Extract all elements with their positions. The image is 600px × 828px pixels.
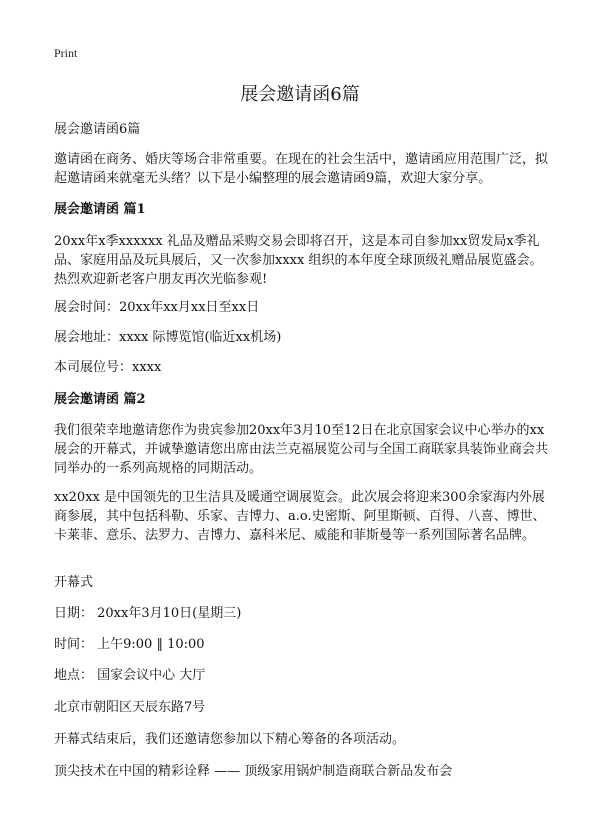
section2-body1: 我们很荣幸地邀请您作为贵宾参加20xx年3月10至12日在北京国家会议中心举办的xx展会的开幕式，并诚挚邀请您出席由法兰克福展览公司与全国工商联家具装饰业商会共同举办的一系列高规格的同期活动。 xyxy=(54,423,549,476)
section1-heading: 展会邀请函 篇1 xyxy=(54,202,146,217)
section2-heading: 展会邀请函 篇2 xyxy=(54,392,146,407)
opening-place: 地点： 国家会议中心 大厅 xyxy=(54,668,206,683)
section1-address: 展会地址：xxxx 际博览馆(临近xx机场) xyxy=(54,330,282,345)
section2-body2: xx20xx 是中国领先的卫生洁具及暖通空调展览会。此次展会将迎来300余家海内外展商参展，其中包括科勒、乐家、吉博力、a.o.史密斯、阿里斯顿、百得、八喜、博世、卡莱菲、意乐、法罗力、吉博力、嘉科米尼、威能和菲斯曼等一系列国际著名品牌。 xyxy=(54,490,546,543)
after-ceremony-note: 开幕式结束后，我们还邀请您参加以下精心筹备的各项活动。 xyxy=(54,732,406,747)
section1-booth: 本司展位号：xxxx xyxy=(54,360,162,375)
opening-time: 时间： 上午9:00 ‖ 10:00 xyxy=(54,637,205,652)
document-subtitle: 展会邀请函6篇 xyxy=(54,122,141,137)
section1-time: 展会时间：20xx年xx月xx日至xx日 xyxy=(54,300,260,315)
venue-street: 北京市朝阳区天辰东路7号 xyxy=(54,700,206,715)
event-item: 顶尖技术在中国的精彩诠释 —— 顶级家用锅炉制造商联合新品发布会 xyxy=(54,764,453,779)
section1-body: 20xx年x季xxxxxx 礼品及赠品采购交易会即将召开，这是本司自参加xx贸发局x季礼品、家庭用品及玩具展后，又一次参加xxxx 组织的本年度全球顶级礼赠品展览盛会。热烈欢迎新老客户朋友再次光临参观! xyxy=(54,234,543,287)
opening-ceremony-label: 开幕式 xyxy=(54,575,94,590)
intro-paragraph: 邀请函在商务、婚庆等场合非常重要。在现在的社会生活中，邀请函应用范围广泛，拟起邀请函来就毫无头绪？以下是小编整理的展会邀请函9篇，欢迎大家分享。 xyxy=(54,152,549,186)
opening-date: 日期： 20xx年3月10日(星期三) xyxy=(54,606,242,621)
page-title: 展会邀请函6篇 xyxy=(240,84,360,105)
print-link[interactable]: Print xyxy=(54,46,78,60)
